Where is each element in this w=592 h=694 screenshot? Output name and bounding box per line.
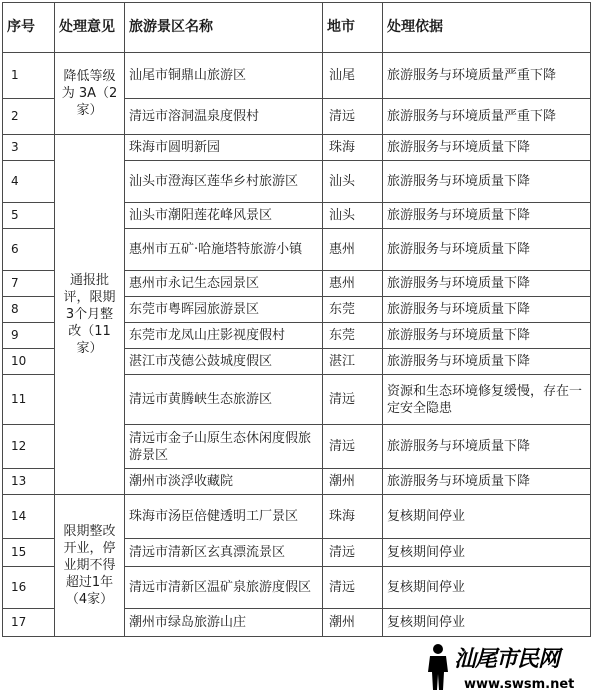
row-number: 2 (3, 99, 55, 135)
city-cell: 东莞 (323, 297, 383, 323)
watermark-url: www.swsm.net (464, 677, 575, 692)
city-cell: 湛江 (323, 349, 383, 375)
action-cell: 限期整改开业，停业期不得超过1年（4家） (55, 495, 125, 637)
row-number: 11 (3, 375, 55, 425)
scenic-area-name: 清远市清新区玄真漂流景区 (125, 539, 323, 567)
row-number: 8 (3, 297, 55, 323)
table-row (3, 495, 591, 539)
scenic-area-name: 清远市溶洞温泉度假村 (125, 99, 323, 135)
header-basis: 处理依据 (383, 3, 591, 53)
city-cell: 惠州 (323, 271, 383, 297)
city-cell: 珠海 (323, 495, 383, 539)
city-cell: 惠州 (323, 229, 383, 271)
basis-cell: 旅游服务与环境质量下降 (383, 271, 591, 297)
row-number: 15 (3, 539, 55, 567)
city-cell: 清远 (323, 99, 383, 135)
scenic-area-name: 湛江市茂德公鼓城度假区 (125, 349, 323, 375)
city-cell: 清远 (323, 567, 383, 609)
scenic-area-name: 珠海市汤臣倍健透明工厂景区 (125, 495, 323, 539)
basis-cell: 旅游服务与环境质量严重下降 (383, 99, 591, 135)
city-cell: 汕头 (323, 161, 383, 203)
scenic-area-name: 汕尾市铜鼎山旅游区 (125, 53, 323, 99)
basis-cell: 旅游服务与环境质量下降 (383, 323, 591, 349)
city-cell: 汕尾 (323, 53, 383, 99)
basis-cell: 旅游服务与环境质量下降 (383, 135, 591, 161)
basis-cell: 旅游服务与环境质量下降 (383, 297, 591, 323)
watermark (420, 642, 588, 692)
row-number: 10 (3, 349, 55, 375)
row-number: 17 (3, 609, 55, 637)
scenic-area-name: 东莞市龙凤山庄影视度假村 (125, 323, 323, 349)
city-cell: 潮州 (323, 469, 383, 495)
action-cell: 降低等级为 3A（2家） (55, 53, 125, 135)
basis-cell: 资源和生态环境修复缓慢，存在一定安全隐患 (383, 375, 591, 425)
person-silhouette-icon (420, 642, 456, 692)
city-cell: 清远 (323, 425, 383, 469)
scenic-area-name: 珠海市圆明新园 (125, 135, 323, 161)
scenic-area-name: 潮州市淡浮收藏院 (125, 469, 323, 495)
basis-cell: 复核期间停业 (383, 567, 591, 609)
table-row (3, 135, 591, 161)
city-cell: 清远 (323, 539, 383, 567)
table-body (3, 53, 591, 637)
city-cell: 潮州 (323, 609, 383, 637)
basis-cell: 旅游服务与环境质量下降 (383, 229, 591, 271)
row-number: 3 (3, 135, 55, 161)
row-number: 1 (3, 53, 55, 99)
scenic-area-name: 潮州市绿岛旅游山庄 (125, 609, 323, 637)
scenic-area-name: 汕头市澄海区莲华乡村旅游区 (125, 161, 323, 203)
row-number: 7 (3, 271, 55, 297)
basis-cell: 复核期间停业 (383, 609, 591, 637)
scenic-area-name: 汕头市潮阳莲花峰风景区 (125, 203, 323, 229)
header-action: 处理意见 (55, 3, 125, 53)
action-cell: 通报批评，限期3个月整改（11家） (55, 135, 125, 495)
table-row (3, 53, 591, 99)
basis-cell: 旅游服务与环境质量下降 (383, 161, 591, 203)
scenic-area-table (2, 2, 591, 637)
row-number: 6 (3, 229, 55, 271)
header-no: 序号 (3, 3, 55, 53)
watermark-title: 汕尾市民网 (454, 646, 560, 672)
header-name: 旅游景区名称 (125, 3, 323, 53)
row-number: 16 (3, 567, 55, 609)
city-cell: 东莞 (323, 323, 383, 349)
row-number: 4 (3, 161, 55, 203)
header-city: 地市 (323, 3, 383, 53)
city-cell: 清远 (323, 375, 383, 425)
scenic-area-name: 惠州市永记生态园景区 (125, 271, 323, 297)
table-header-row (3, 3, 591, 53)
row-number: 9 (3, 323, 55, 349)
basis-cell: 旅游服务与环境质量下降 (383, 203, 591, 229)
scenic-area-name: 清远市黄腾峡生态旅游区 (125, 375, 323, 425)
scenic-area-name: 东莞市粤晖园旅游景区 (125, 297, 323, 323)
basis-cell: 旅游服务与环境质量严重下降 (383, 53, 591, 99)
scenic-area-name: 惠州市五矿·哈施塔特旅游小镇 (125, 229, 323, 271)
scenic-area-name: 清远市金子山原生态休闲度假旅游景区 (125, 425, 323, 469)
basis-cell: 旅游服务与环境质量下降 (383, 469, 591, 495)
city-cell: 汕头 (323, 203, 383, 229)
row-number: 13 (3, 469, 55, 495)
row-number: 5 (3, 203, 55, 229)
row-number: 14 (3, 495, 55, 539)
row-number: 12 (3, 425, 55, 469)
city-cell: 珠海 (323, 135, 383, 161)
basis-cell: 旅游服务与环境质量下降 (383, 349, 591, 375)
basis-cell: 复核期间停业 (383, 539, 591, 567)
scenic-area-name: 清远市清新区温矿泉旅游度假区 (125, 567, 323, 609)
basis-cell: 复核期间停业 (383, 495, 591, 539)
basis-cell: 旅游服务与环境质量下降 (383, 425, 591, 469)
